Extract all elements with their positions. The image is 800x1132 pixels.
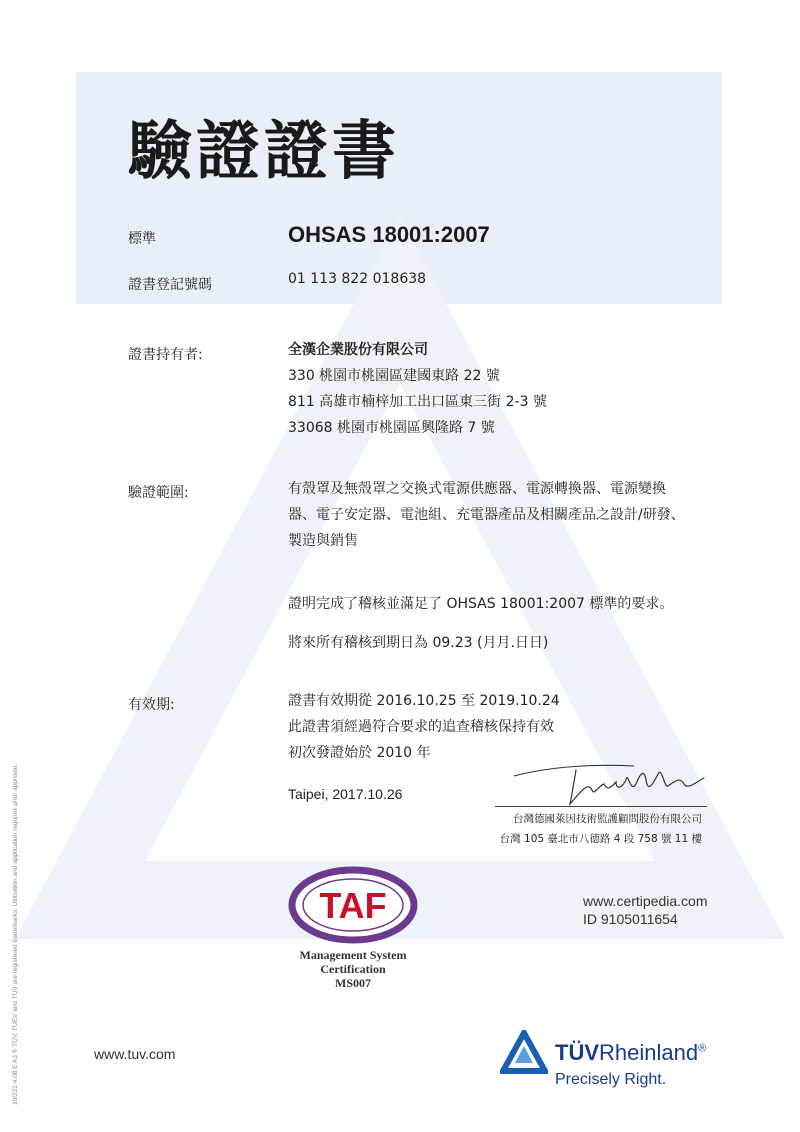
certipedia-url[interactable]: www.certipedia.com	[583, 893, 708, 909]
standard-label: 標準	[128, 231, 156, 247]
certipedia-block	[583, 892, 708, 928]
tuv-triangle-icon	[500, 1030, 548, 1074]
registration-value: 01 113 822 018638	[288, 271, 427, 287]
compliance-statement: 證明完成了稽核並滿足了 OHSAS 18001:2007 標準的要求。	[288, 596, 674, 612]
registration-label: 證書登記號碼	[128, 277, 212, 293]
taf-caption	[288, 948, 418, 990]
holder-name: 全漢企業股份有限公司	[288, 342, 428, 358]
tuv-brand-name	[555, 1040, 706, 1066]
holder-address: 330 桃園市桃園區建國東路 22 號	[288, 368, 500, 384]
tuv-tagline: Precisely Right.	[555, 1071, 667, 1088]
tuv-brand-bold: TÜV	[555, 1040, 599, 1065]
scope-line: 製造與銷售	[288, 533, 358, 549]
validity-line: 證書有效期從 2016.10.25 至 2019.10.24	[288, 693, 560, 709]
issuer-name: 台灣德國萊因技術監護顧問股份有限公司	[513, 813, 702, 825]
validity-line: 此證書須經過符合要求的追查稽核保持有效	[288, 719, 554, 735]
scope-block	[288, 476, 685, 554]
certificate-title: 驗證證書	[128, 115, 400, 189]
scope-label: 驗證範圍:	[128, 485, 189, 501]
taf-logo-icon	[288, 866, 418, 944]
holder-block	[288, 337, 547, 441]
validity-block	[288, 688, 560, 766]
signature-line	[495, 806, 707, 807]
holder-address: 811 高雄市楠梓加工出口區東三街 2-3 號	[288, 394, 547, 410]
taf-caption-line: MS007	[335, 976, 371, 990]
scope-line: 器、電子安定器、電池組、充電器產品及相關產品之設計/研發、	[288, 507, 685, 523]
holder-address: 33068 桃園市桃園區興隆路 7 號	[288, 420, 495, 436]
tuv-brand-rest: Rheinland	[599, 1040, 699, 1065]
signature-icon	[512, 760, 722, 810]
taf-caption-line: Certification	[320, 962, 386, 976]
certificate-id: ID 9105011654	[583, 911, 678, 927]
scope-line: 有殼罩及無殼罩之交換式電源供應器、電源轉換器、電源變換	[288, 481, 666, 497]
taf-logo-text: TAF	[319, 885, 387, 926]
side-trademark-note: 10/221 4.08 E A3 ® TÜV, TUEV and TUV are registered trademarks. Utilisation and application requires prior approval.	[12, 764, 19, 1105]
taf-caption-line: Management System	[299, 948, 407, 962]
holder-label: 證書持有者:	[128, 347, 203, 363]
validity-line: 初次發證始於 2010 年	[288, 745, 431, 761]
tuv-website[interactable]: www.tuv.com	[94, 1046, 176, 1062]
registered-mark: ®	[698, 1042, 707, 1055]
issuer-address: 台灣 105 臺北市八德路 4 段 758 號 11 樓	[499, 833, 702, 845]
validity-label: 有效期:	[128, 697, 175, 713]
standard-value: OHSAS 18001:2007	[288, 222, 490, 247]
place-date: Taipei, 2017.10.26	[288, 786, 403, 802]
audit-due-date: 將來所有稽核到期日為 09.23 (月月.日日)	[288, 635, 549, 651]
